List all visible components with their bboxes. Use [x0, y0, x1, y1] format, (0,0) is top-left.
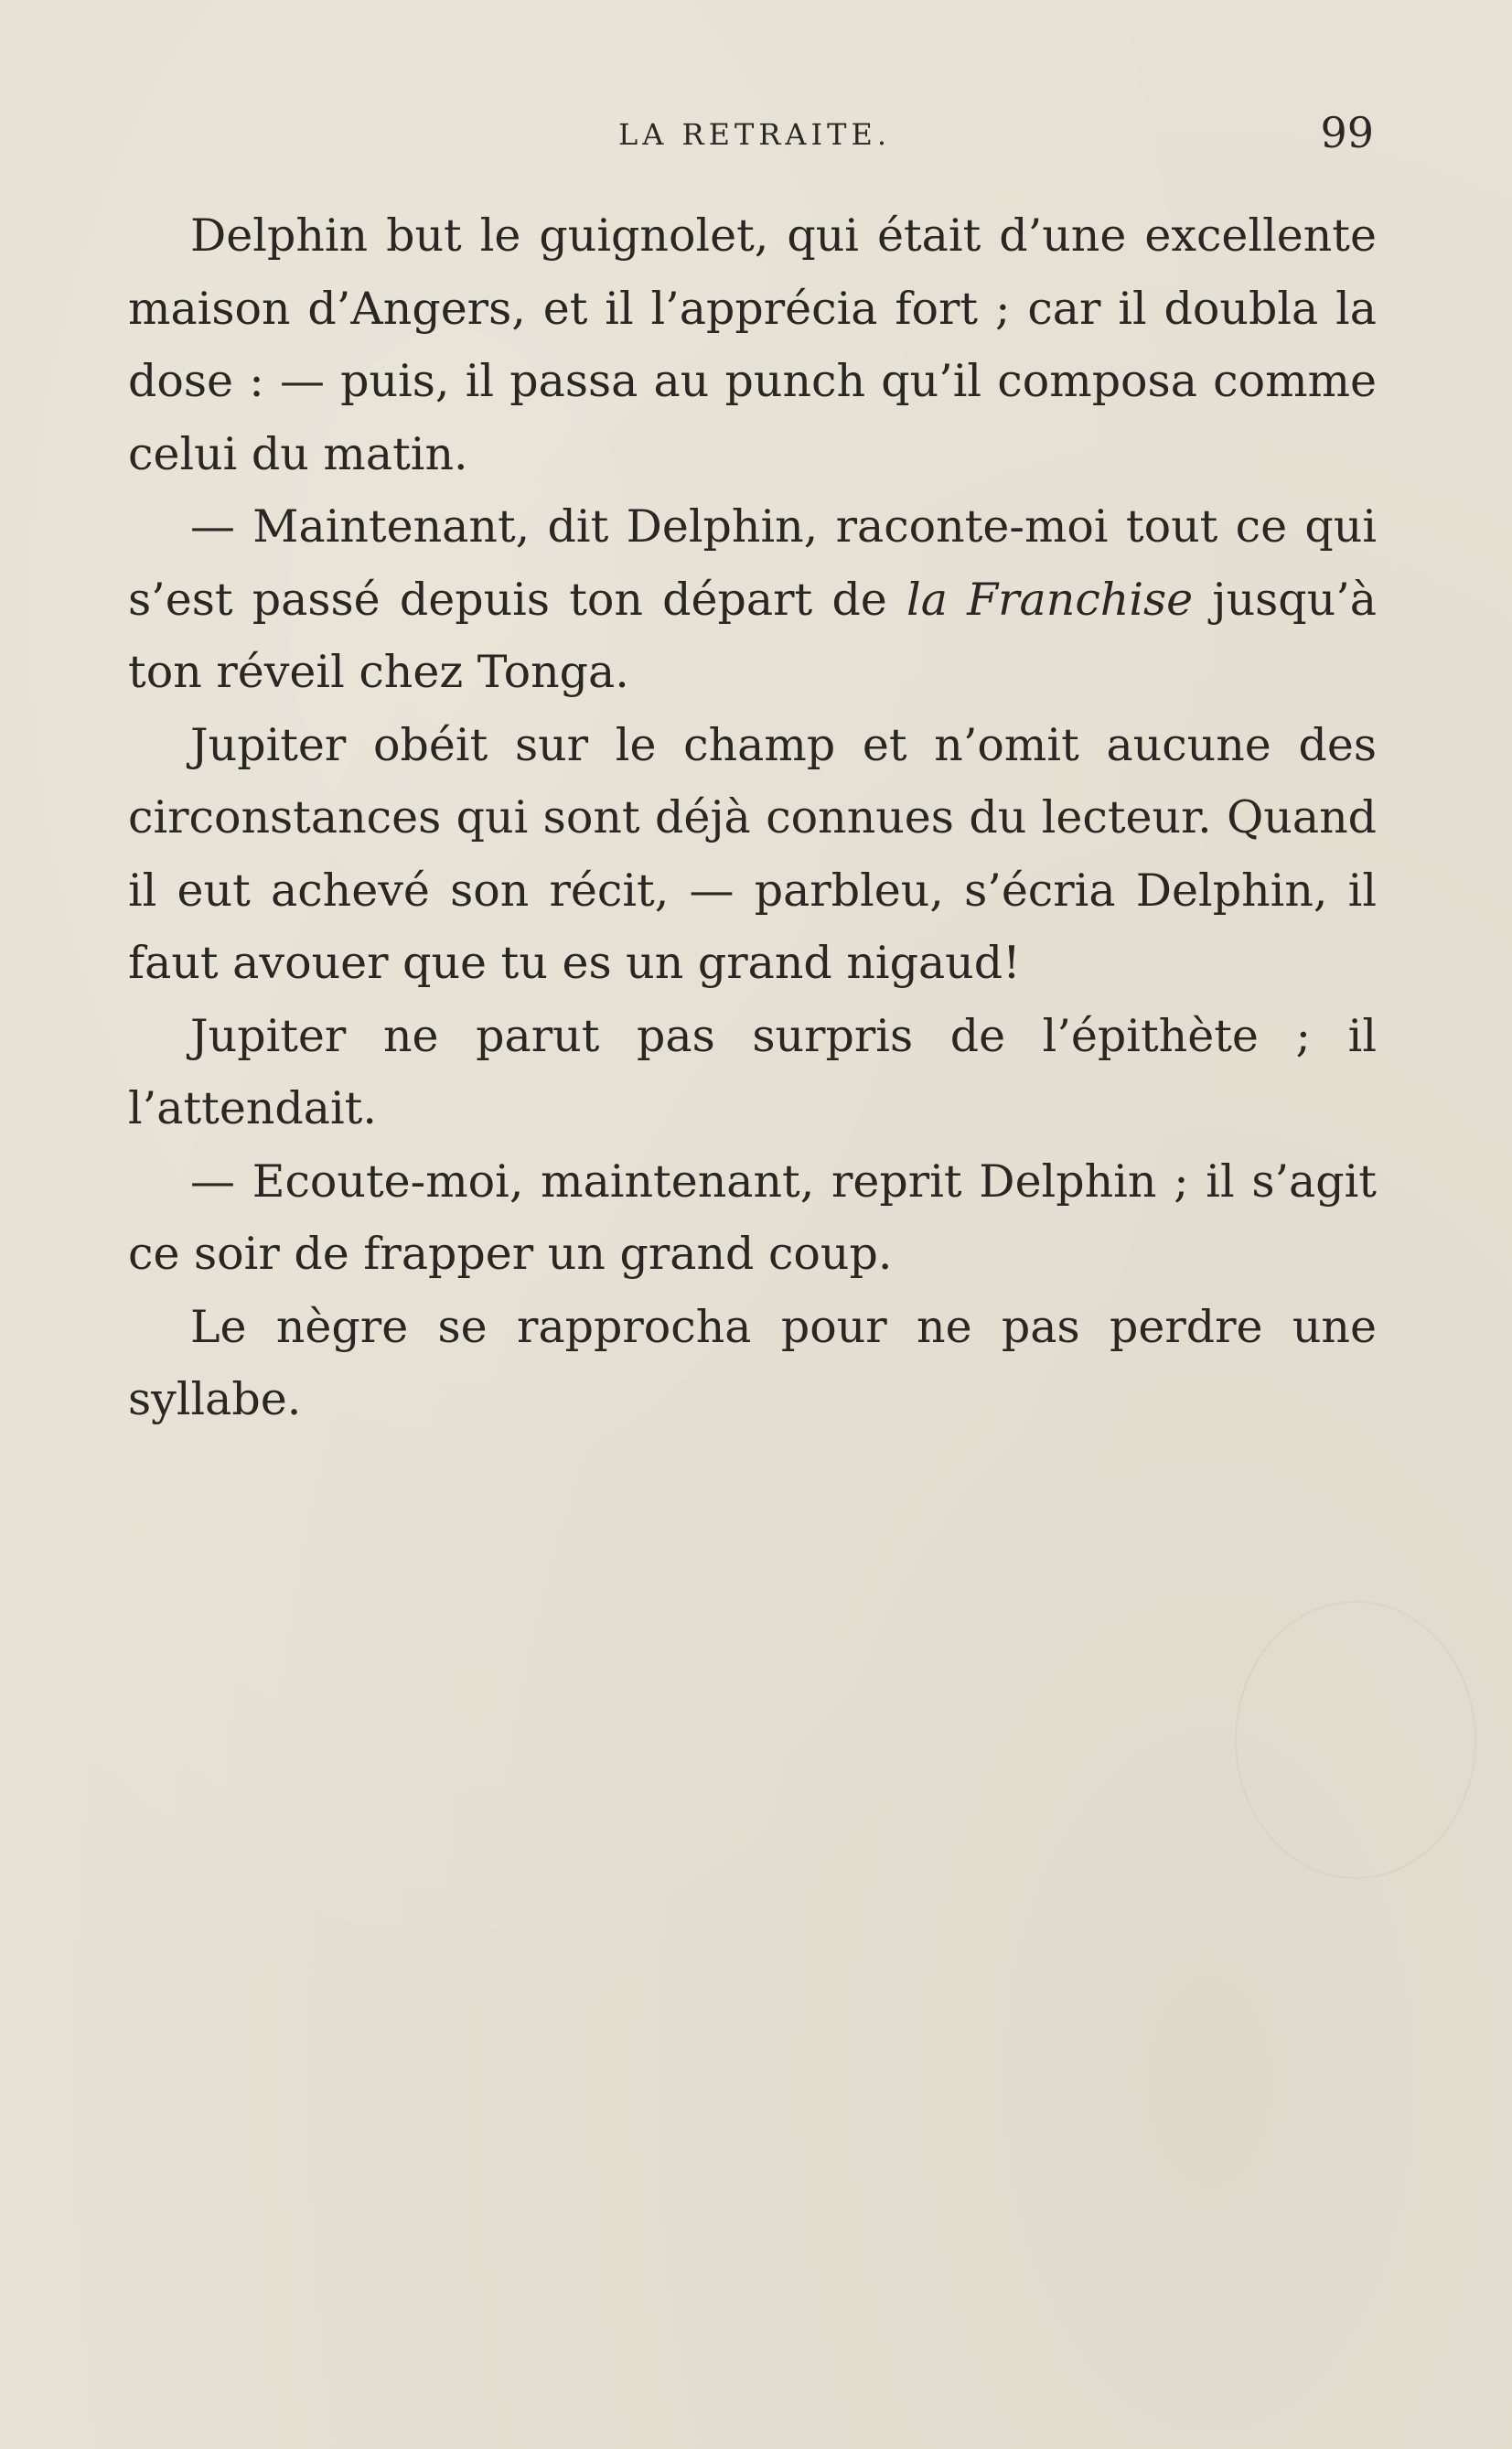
paragraph-text: — Maintenant, dit Delphin, raconte-moi tout ce qui s’est passé depuis ton départ de — [128, 500, 1377, 626]
italic-place-name: la Franchise — [906, 573, 1194, 626]
page-number: 99 — [1320, 108, 1374, 157]
paragraph: Delphin but le guignolet, qui était d’une excellente maison d’Angers, et il l’apprécia fort ; car il doubla la dose : — puis, il passa au punch qu’il composa comme celui du matin. — [128, 209, 1377, 480]
paragraph: — Ecoute-moi, maintenant, reprit Delphin ; il s’agit ce soir de frapper un grand coup. — [128, 1155, 1377, 1280]
paragraph: Jupiter obéit sur le champ et n’omit aucune des circonstances qui sont déjà connues du lecteur. Quand il eut achevé son récit, — parbleu, s’écria Delphin, il faut avouer que tu es un grand nigaud! — [128, 718, 1377, 989]
paragraph — [128, 490, 1377, 709]
paper-stain — [1235, 1601, 1476, 1879]
running-title: LA RETRAITE. — [617, 117, 892, 152]
paragraph-text: jusqu’à ton réveil chez Tonga. — [128, 573, 1377, 698]
paragraph: Jupiter ne parut pas surpris de l’épithète ; il l’attendait. — [128, 1009, 1377, 1134]
paragraph: Le nègre se rapprocha pour ne pas perdre une syllabe. — [128, 1300, 1377, 1425]
body-text — [128, 199, 1377, 1436]
page-header — [128, 108, 1381, 163]
